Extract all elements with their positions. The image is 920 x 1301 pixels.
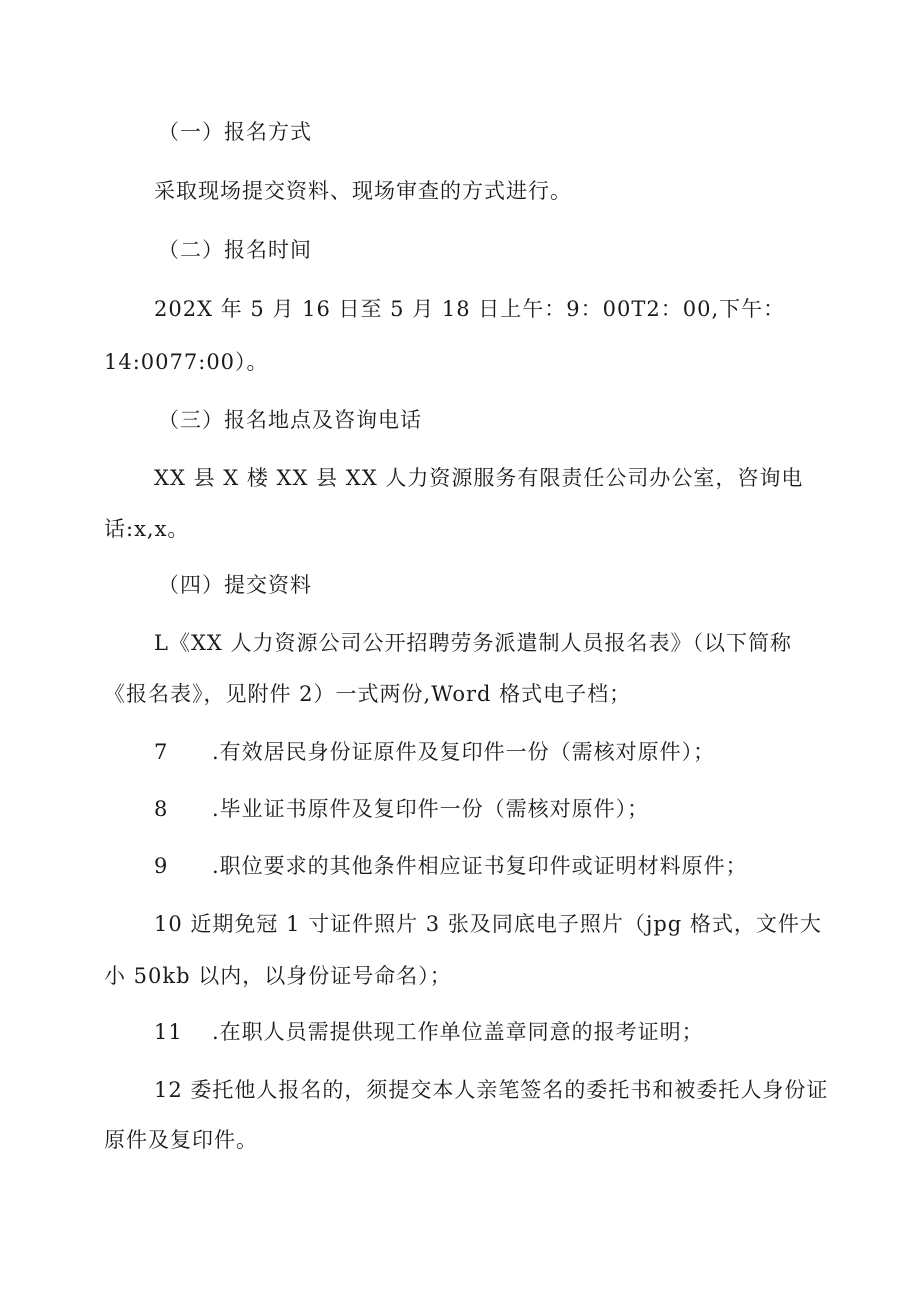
paragraph-registration-time-line1: 202X 年 5 月 16 日至 5 月 18 日上午：9：00T2：00,下午：	[154, 297, 786, 321]
list-item-1-line1: L《XX 人力资源公司公开招聘劳务派遣制人员报名表》（以下简称	[154, 631, 793, 655]
list-item-number: 11	[154, 1020, 183, 1044]
list-item-text: .毕业证书原件及复印件一份（需核对原件）；	[212, 797, 650, 821]
list-item-12-line2: 原件及复印件。	[104, 1128, 258, 1152]
list-item-8	[154, 794, 649, 824]
list-item-9	[154, 851, 748, 881]
list-item-10-line2: 小 50kb 以内，以身份证号命名）；	[104, 964, 452, 988]
list-item-7	[154, 737, 715, 767]
paragraph-registration-location-line1: XX 县 X 楼 XX 县 XX 人力资源服务有限责任公司办公室，咨询电	[154, 466, 804, 490]
list-item-number: 7	[154, 740, 169, 764]
section-heading-registration-time: （二）报名时间	[158, 238, 312, 262]
list-item-12-line1: 12 委托他人报名的，须提交本人亲笔签名的委托书和被委托人身份证	[154, 1078, 829, 1102]
list-item-text: .有效居民身份证原件及复印件一份（需核对原件）；	[212, 740, 716, 764]
list-item-text: .在职人员需提供现工作单位盖章同意的报考证明；	[212, 1020, 704, 1044]
list-item-1-line2: 《报名表》，见附件 2）一式两份,Word 格式电子档；	[104, 682, 632, 706]
list-item-11	[154, 1017, 704, 1047]
paragraph-registration-time-line2: 14:0077:00）。	[104, 350, 269, 374]
list-item-10-line1: 10 近期免冠 1 寸证件照片 3 张及同底电子照片（jpg 格式，文件大	[154, 912, 822, 936]
list-item-number: 8	[154, 797, 169, 821]
list-item-text: .职位要求的其他条件相应证书复印件或证明材料原件；	[212, 854, 748, 878]
section-heading-registration-location: （三）报名地点及咨询电话	[158, 408, 422, 432]
section-heading-registration-method: （一）报名方式	[158, 120, 312, 144]
paragraph-registration-location-line2: 话:x,x。	[104, 517, 190, 541]
section-heading-submission-materials: （四）提交资料	[158, 573, 312, 597]
list-item-number: 9	[154, 854, 169, 878]
paragraph-registration-method: 采取现场提交资料、现场审查的方式进行。	[154, 179, 572, 203]
